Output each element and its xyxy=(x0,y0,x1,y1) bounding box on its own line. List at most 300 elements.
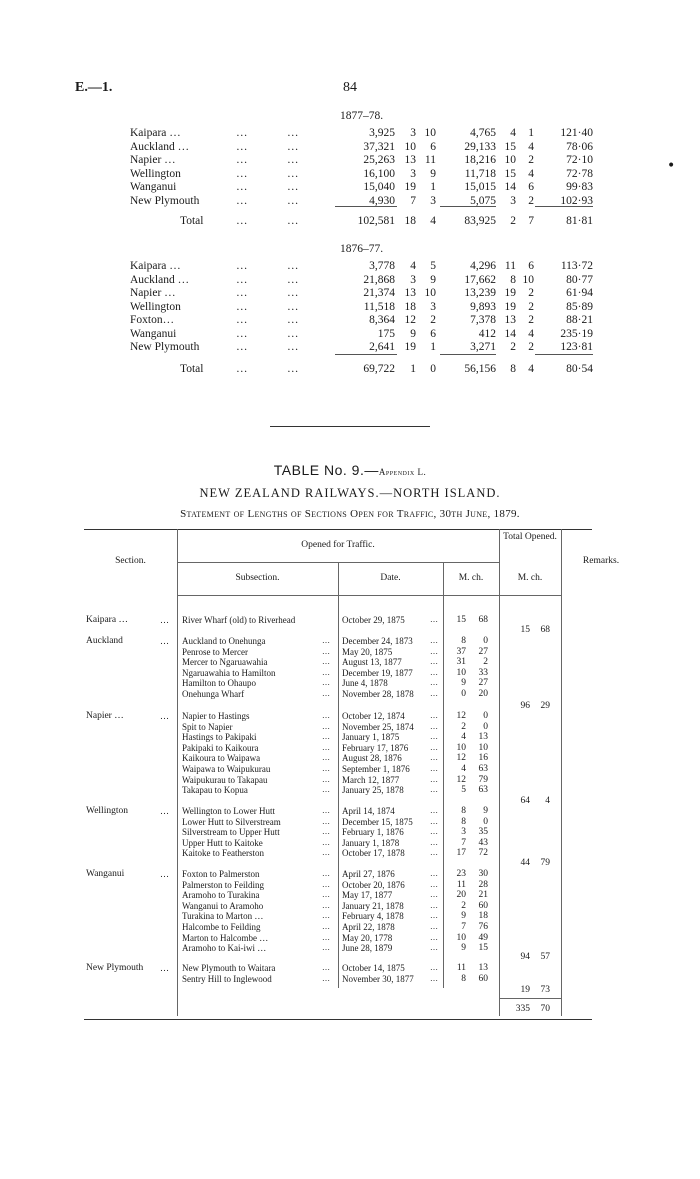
summary-cell-name: Wanganui xyxy=(130,327,177,340)
length-miles: 17 xyxy=(456,848,466,859)
length-miles: 2 xyxy=(461,721,466,732)
opened-date: February 4, 1878 xyxy=(342,911,404,922)
summary-cell-name: Foxton… xyxy=(130,314,175,326)
subsection-dots: … xyxy=(322,667,330,677)
length-miles: 4 xyxy=(461,764,466,774)
subsection-name: Aramoho to Kai-iwi … xyxy=(182,943,267,954)
statement-title: Statement of Lengths of Sections Open for Traffic, 30th June, 1879. xyxy=(180,508,520,520)
summary-cell-b: 10 xyxy=(404,140,416,153)
summary-cell-f: 4 xyxy=(528,363,534,375)
summary-cell-d: 7,378 xyxy=(470,314,496,326)
summary-cell-d: 11,718 xyxy=(464,167,496,180)
header-rule xyxy=(177,562,499,563)
subsection-name: Aramoho to Turakina xyxy=(182,890,260,901)
subsection-dots: … xyxy=(322,879,330,889)
document-reference: E.—1. xyxy=(75,80,113,95)
summary-cell-d: 15,015 xyxy=(464,181,496,193)
subsection-dots: … xyxy=(322,657,330,667)
subsection-name: Wellington to Lower Hutt xyxy=(182,806,276,816)
summary-cell-f: 2 xyxy=(528,194,534,207)
summary-cell-c: 4 xyxy=(430,215,436,227)
summary-cell-a: 11,518 xyxy=(363,300,395,313)
summary-cell-d1: … xyxy=(236,327,248,340)
date-dots: … xyxy=(430,879,438,889)
summary-cell-d: 17,662 xyxy=(464,273,496,286)
total-miles: 15 xyxy=(520,625,530,635)
opened-date: April 22, 1878 xyxy=(342,922,395,932)
summary-cell-b: 19 xyxy=(404,341,416,353)
opened-date: October 29, 1875 xyxy=(342,615,405,625)
opened-date: March 12, 1877 xyxy=(342,774,400,785)
summary-cell-c: 2 xyxy=(430,314,436,326)
summary-cell-d2: … xyxy=(287,273,299,286)
summary-cell-d2: … xyxy=(287,287,299,299)
table-title: TABLE No. 9.—Appendix L. xyxy=(273,462,427,478)
summary-cell-c: 6 xyxy=(430,140,436,153)
length-miles: 10 xyxy=(456,667,466,678)
length-chains: 43 xyxy=(478,837,488,848)
length-miles: 9 xyxy=(461,678,466,689)
summary-cell-d1: … xyxy=(236,127,248,139)
summary-cell-name: Total xyxy=(180,215,204,227)
opened-date: January 25, 1878 xyxy=(342,785,404,796)
summary-cell-d2: … xyxy=(287,300,299,313)
summary-cell-d: 18,216 xyxy=(464,154,496,166)
summary-cell-a: 37,321 xyxy=(363,140,395,153)
opened-date: November 30, 1877 xyxy=(342,973,414,984)
summary-cell-name: New Plymouth xyxy=(130,194,200,207)
summary-cell-name: Auckland … xyxy=(130,140,190,153)
summary-cell-e: 19 xyxy=(504,287,516,299)
length-miles: 12 xyxy=(456,711,466,721)
subsection-dots: … xyxy=(322,827,330,837)
opened-date: February 17, 1876 xyxy=(342,742,409,753)
length-miles: 15 xyxy=(456,615,466,625)
date-dots: … xyxy=(430,615,438,624)
section-dots: … xyxy=(160,615,169,625)
summary-cell-f: 2 xyxy=(528,287,534,299)
total-chains: 73 xyxy=(540,985,550,995)
summary-year: 1876–77. xyxy=(340,243,384,255)
summary-cell-d1: … xyxy=(236,140,248,153)
length-chains: 0 xyxy=(483,721,488,732)
subsection-name: Lower Hutt to Silverstream xyxy=(182,816,281,827)
summary-cell-d1: … xyxy=(236,273,248,286)
length-miles: 5 xyxy=(461,785,466,796)
summary-cell-g: 123·81 xyxy=(560,341,593,353)
col-opened-header: Opened for Traffic. xyxy=(301,540,375,550)
summary-cell-d: 412 xyxy=(478,327,496,340)
summary-cell-d2: … xyxy=(287,194,299,207)
summary-cell-a: 25,263 xyxy=(363,154,395,166)
subsection-dots: … xyxy=(322,678,330,688)
summary-cell-name: Wanganui xyxy=(130,181,177,193)
summary-cell-c: 6 xyxy=(430,327,436,340)
length-miles: 12 xyxy=(456,753,466,764)
section-dots: … xyxy=(160,636,169,646)
total-miles: 94 xyxy=(520,952,530,962)
subsection-dots: … xyxy=(322,869,330,878)
summary-cell-d1: … xyxy=(236,154,248,166)
opened-date: June 28, 1879 xyxy=(342,943,393,954)
summary-cell-c: 11 xyxy=(424,154,436,166)
length-chains: 10 xyxy=(478,742,488,753)
table-top-rule xyxy=(84,529,592,530)
subsection-dots: … xyxy=(322,689,330,698)
length-miles: 12 xyxy=(456,774,466,785)
summary-cell-f: 2 xyxy=(528,154,534,166)
date-dots: … xyxy=(430,848,438,858)
summary-cell-a: 2,641 xyxy=(369,341,395,353)
subsection-dots: … xyxy=(322,816,330,826)
summary-cell-d2: … xyxy=(287,215,299,227)
subsection-dots: … xyxy=(322,742,330,752)
subsection-dots: … xyxy=(322,890,330,900)
subsection-name: Waipawa to Waipukurau xyxy=(182,764,271,774)
length-miles: 4 xyxy=(461,732,466,743)
margin-mark: • xyxy=(667,158,676,174)
summary-cell-d: 4,765 xyxy=(470,127,496,139)
summary-cell-f: 1 xyxy=(528,127,534,139)
opened-date: September 1, 1876 xyxy=(342,764,410,774)
length-miles: 11 xyxy=(456,963,466,973)
summary-cell-name: Total xyxy=(180,363,204,375)
length-miles: 0 xyxy=(461,689,466,699)
subsection-dots: … xyxy=(322,785,330,795)
length-chains: 13 xyxy=(478,963,488,973)
subsection-name: Kaikoura to Waipawa xyxy=(182,753,261,764)
summary-cell-e: 15 xyxy=(504,167,516,180)
summary-cell-a: 175 xyxy=(377,327,395,340)
page-number: 84 xyxy=(343,80,357,95)
length-miles: 20 xyxy=(456,890,466,901)
section-name: Wanganui xyxy=(86,869,125,879)
summary-cell-f: 6 xyxy=(528,181,534,193)
summary-cell-g: 80·77 xyxy=(566,273,593,286)
summary-cell-d: 5,075 xyxy=(470,194,496,207)
summary-cell-g: 78·06 xyxy=(566,140,593,153)
opened-date: November 25, 1874 xyxy=(342,721,414,732)
subsection-name: Spit to Napier xyxy=(182,721,233,732)
summary-cell-d1: … xyxy=(236,194,248,207)
subsection-name: Sentry Hill to Inglewood xyxy=(182,973,272,984)
date-dots: … xyxy=(430,911,438,921)
summary-cell-d2: … xyxy=(287,260,299,272)
opened-date: December 15, 1875 xyxy=(342,816,413,827)
subsection-name: Ngaruawahia to Hamilton xyxy=(182,667,276,678)
opened-date: April 14, 1874 xyxy=(342,806,395,816)
col-date-header: Date. xyxy=(380,573,401,583)
grand-total-chains: 70 xyxy=(540,1004,550,1014)
summary-cell-f: 4 xyxy=(528,327,534,340)
summary-cell-a: 15,040 xyxy=(363,181,395,193)
date-dots: … xyxy=(430,753,438,763)
summary-cell-d2: … xyxy=(287,154,299,166)
length-chains: 16 xyxy=(478,753,488,764)
opened-date: May 20, 1778 xyxy=(342,932,393,943)
summary-cell-e: 4 xyxy=(510,127,516,139)
section-dots: … xyxy=(160,806,169,816)
section-dots: … xyxy=(160,711,169,721)
length-miles: 11 xyxy=(456,879,466,890)
summary-cell-d2: … xyxy=(287,140,299,153)
summary-cell-b: 7 xyxy=(410,194,416,207)
summary-cell-g: 61·94 xyxy=(566,287,593,299)
summary-cell-e: 11 xyxy=(504,260,516,272)
summary-cell-g: 88·21 xyxy=(566,314,593,326)
length-miles: 10 xyxy=(456,742,466,753)
summary-cell-d1: … xyxy=(236,314,248,326)
date-dots: … xyxy=(430,869,438,878)
subsection-dots: … xyxy=(322,943,330,953)
summary-cell-a: 3,925 xyxy=(369,127,395,139)
length-chains: 9 xyxy=(483,806,488,816)
summary-cell-name: Napier … xyxy=(130,154,176,166)
summary-cell-name: New Plymouth xyxy=(130,341,200,353)
header-bottom-rule xyxy=(177,595,561,596)
col-rule xyxy=(561,529,562,1016)
summary-cell-b: 3 xyxy=(410,127,416,139)
subsection-dots: … xyxy=(322,837,330,847)
date-dots: … xyxy=(430,732,438,742)
summary-cell-c: 9 xyxy=(430,167,436,180)
summary-cell-f: 2 xyxy=(528,314,534,326)
subsection-name: Auckland to Onehunga xyxy=(182,636,266,646)
summary-cell-g: 72·78 xyxy=(566,167,593,180)
summary-cell-d: 13,239 xyxy=(464,287,496,299)
summary-cell-c: 3 xyxy=(430,300,436,313)
summary-cell-a: 8,364 xyxy=(369,314,395,326)
summary-cell-d2: … xyxy=(287,181,299,193)
section-name: New Plymouth xyxy=(86,963,144,973)
length-chains: 60 xyxy=(478,900,488,911)
subsection-name: Hastings to Pakipaki xyxy=(182,732,257,743)
opened-date: May 17, 1877 xyxy=(342,890,393,901)
subsection-name: Takapau to Kopua xyxy=(182,785,248,796)
summary-cell-b: 4 xyxy=(410,260,416,272)
summary-cell-d1: … xyxy=(236,181,248,193)
opened-date: October 20, 1876 xyxy=(342,879,405,890)
col-subsection-header: Subsection. xyxy=(235,573,280,583)
date-dots: … xyxy=(430,973,438,983)
length-chains: 63 xyxy=(478,785,488,796)
subsection-name: Marton to Halcombe … xyxy=(182,932,269,943)
subsection-name: Halcombe to Feilding xyxy=(182,922,261,932)
length-miles: 8 xyxy=(461,973,466,984)
subsection-dots: … xyxy=(322,848,330,858)
summary-cell-a: 3,778 xyxy=(369,260,395,272)
section-dots: … xyxy=(160,869,169,879)
grand-total-miles: 335 xyxy=(515,1004,530,1014)
summary-cell-b: 18 xyxy=(404,300,416,313)
length-chains: 28 xyxy=(478,879,488,890)
total-chains: 57 xyxy=(540,952,550,962)
length-miles: 9 xyxy=(461,943,466,954)
col-rule xyxy=(443,562,444,988)
summary-cell-e: 19 xyxy=(504,300,516,313)
col-section-header: Section. xyxy=(115,556,146,566)
summary-cell-f: 10 xyxy=(522,273,534,286)
summary-cell-c: 1 xyxy=(430,341,436,353)
summary-cell-c: 10 xyxy=(424,127,436,139)
length-chains: 35 xyxy=(478,827,488,838)
summary-cell-e: 14 xyxy=(504,327,516,340)
subsection-name: Waipukurau to Takapau xyxy=(182,774,268,785)
length-miles: 31 xyxy=(456,657,466,668)
subsection-name: Kaitoke to Featherston xyxy=(182,848,264,859)
summary-cell-f: 2 xyxy=(528,300,534,313)
date-dots: … xyxy=(430,827,438,837)
length-miles: 3 xyxy=(461,827,466,838)
subsection-name: Napier to Hastings xyxy=(182,711,250,721)
length-chains: 0 xyxy=(483,636,488,646)
date-dots: … xyxy=(430,711,438,720)
opened-date: December 24, 1873 xyxy=(342,636,413,646)
summary-cell-d1: … xyxy=(236,260,248,272)
summary-cell-f: 6 xyxy=(528,260,534,272)
summary-cell-f: 7 xyxy=(528,215,534,227)
summary-cell-d: 56,156 xyxy=(464,363,496,375)
date-dots: … xyxy=(430,742,438,752)
summary-cell-b: 9 xyxy=(410,327,416,340)
summary-cell-f: 2 xyxy=(528,341,534,353)
length-miles: 8 xyxy=(461,816,466,827)
opened-date: February 1, 1876 xyxy=(342,827,404,838)
opened-date: August 28, 1876 xyxy=(342,753,402,764)
subsection-dots: … xyxy=(322,911,330,921)
summary-cell-a: 69,722 xyxy=(363,363,395,375)
total-chains: 4 xyxy=(545,796,550,806)
summary-cell-d1: … xyxy=(236,363,248,375)
col-mch-header: M. ch. xyxy=(458,573,484,583)
summary-cell-g: 72·10 xyxy=(566,154,593,166)
summary-cell-a: 102,581 xyxy=(357,215,395,227)
length-chains: 0 xyxy=(483,711,488,721)
summary-cell-g: 121·40 xyxy=(560,127,593,139)
summary-cell-d2: … xyxy=(287,127,299,139)
opened-date: October 17, 1878 xyxy=(342,848,405,859)
col-total-mch-header: M. ch. xyxy=(517,573,543,583)
subsection-name: Wanganui to Aramoho xyxy=(182,900,264,911)
length-chains: 0 xyxy=(483,816,488,827)
summary-cell-d1: … xyxy=(236,287,248,299)
length-chains: 18 xyxy=(478,911,488,922)
section-name: Auckland xyxy=(86,636,123,646)
opened-date: November 28, 1878 xyxy=(342,689,414,699)
date-dots: … xyxy=(430,900,438,910)
summary-cell-b: 13 xyxy=(404,154,416,166)
opened-date: January 1, 1878 xyxy=(342,837,400,848)
subsection-dots: … xyxy=(322,900,330,910)
total-chains: 79 xyxy=(540,858,550,868)
summary-cell-b: 3 xyxy=(410,167,416,180)
summary-cell-d: 3,271 xyxy=(470,341,496,353)
opened-date: January 1, 1875 xyxy=(342,732,400,743)
date-dots: … xyxy=(430,922,438,931)
col-rule xyxy=(499,529,500,1016)
summary-year: 1877–78. xyxy=(340,110,384,122)
length-chains: 2 xyxy=(483,657,488,668)
length-chains: 30 xyxy=(478,869,488,879)
summary-cell-g: 80·54 xyxy=(566,363,593,375)
length-chains: 27 xyxy=(478,646,488,657)
section-name: Napier … xyxy=(86,711,124,721)
summary-cell-c: 3 xyxy=(430,194,436,207)
date-dots: … xyxy=(430,816,438,826)
summary-cell-c: 10 xyxy=(424,287,436,299)
length-miles: 23 xyxy=(456,869,466,879)
grand-total-rule xyxy=(499,998,561,999)
summary-cell-d2: … xyxy=(287,327,299,340)
date-dots: … xyxy=(430,678,438,688)
length-miles: 10 xyxy=(456,932,466,943)
total-chains: 29 xyxy=(540,701,550,711)
length-miles: 8 xyxy=(461,636,466,646)
table-appendix: Appendix L. xyxy=(378,467,427,477)
summary-cell-a: 16,100 xyxy=(363,167,395,180)
length-miles: 7 xyxy=(461,922,466,932)
subsection-dots: … xyxy=(322,646,330,656)
opened-date: May 20, 1875 xyxy=(342,646,393,657)
opened-date: October 12, 1874 xyxy=(342,711,405,721)
summary-cell-b: 12 xyxy=(404,314,416,326)
length-chains: 60 xyxy=(478,973,488,984)
summary-cell-name: Kaipara … xyxy=(130,260,181,272)
subsection-name: Upper Hutt to Kaitoke xyxy=(182,837,263,848)
summary-cell-g: 102·93 xyxy=(560,194,593,207)
summary-cell-d2: … xyxy=(287,363,299,375)
subsection-dots: … xyxy=(322,932,330,942)
date-dots: … xyxy=(430,721,438,731)
summary-cell-d1: … xyxy=(236,300,248,313)
date-dots: … xyxy=(430,636,438,645)
summary-cell-c: 9 xyxy=(430,273,436,286)
subsection-dots: … xyxy=(322,973,330,983)
subsection-dots: … xyxy=(322,711,330,720)
subsection-name: Hamilton to Ohaupo xyxy=(182,678,256,689)
length-chains: 79 xyxy=(478,774,488,785)
length-chains: 68 xyxy=(478,615,488,625)
date-dots: … xyxy=(430,806,438,815)
subsection-dots: … xyxy=(322,636,330,645)
subsection-dots: … xyxy=(322,721,330,731)
summary-cell-f: 4 xyxy=(528,167,534,180)
date-dots: … xyxy=(430,932,438,942)
summary-cell-name: Auckland … xyxy=(130,273,190,286)
subsection-name: Palmerston to Feilding xyxy=(182,879,264,890)
date-dots: … xyxy=(430,646,438,656)
opened-date: June 4, 1878 xyxy=(342,678,388,689)
length-chains: 20 xyxy=(478,689,488,699)
subsection-dots: … xyxy=(322,922,330,931)
subsection-name: Foxton to Palmerston xyxy=(182,869,260,879)
subsection-name: Turakina to Marton … xyxy=(182,911,264,922)
summary-cell-d2: … xyxy=(287,167,299,180)
summary-cell-name: Kaipara … xyxy=(130,127,181,139)
date-dots: … xyxy=(430,963,438,972)
length-miles: 9 xyxy=(461,911,466,922)
subsection-dots: … xyxy=(322,732,330,742)
subsection-name: Mercer to Ngaruawahia xyxy=(182,657,268,668)
date-dots: … xyxy=(430,667,438,677)
summary-cell-e: 8 xyxy=(510,273,516,286)
opened-date: April 27, 1876 xyxy=(342,869,395,879)
length-chains: 49 xyxy=(478,932,488,943)
col-rule xyxy=(338,562,339,988)
summary-cell-b: 13 xyxy=(404,287,416,299)
subsection-dots: … xyxy=(322,753,330,763)
subsection-dots: … xyxy=(322,764,330,773)
